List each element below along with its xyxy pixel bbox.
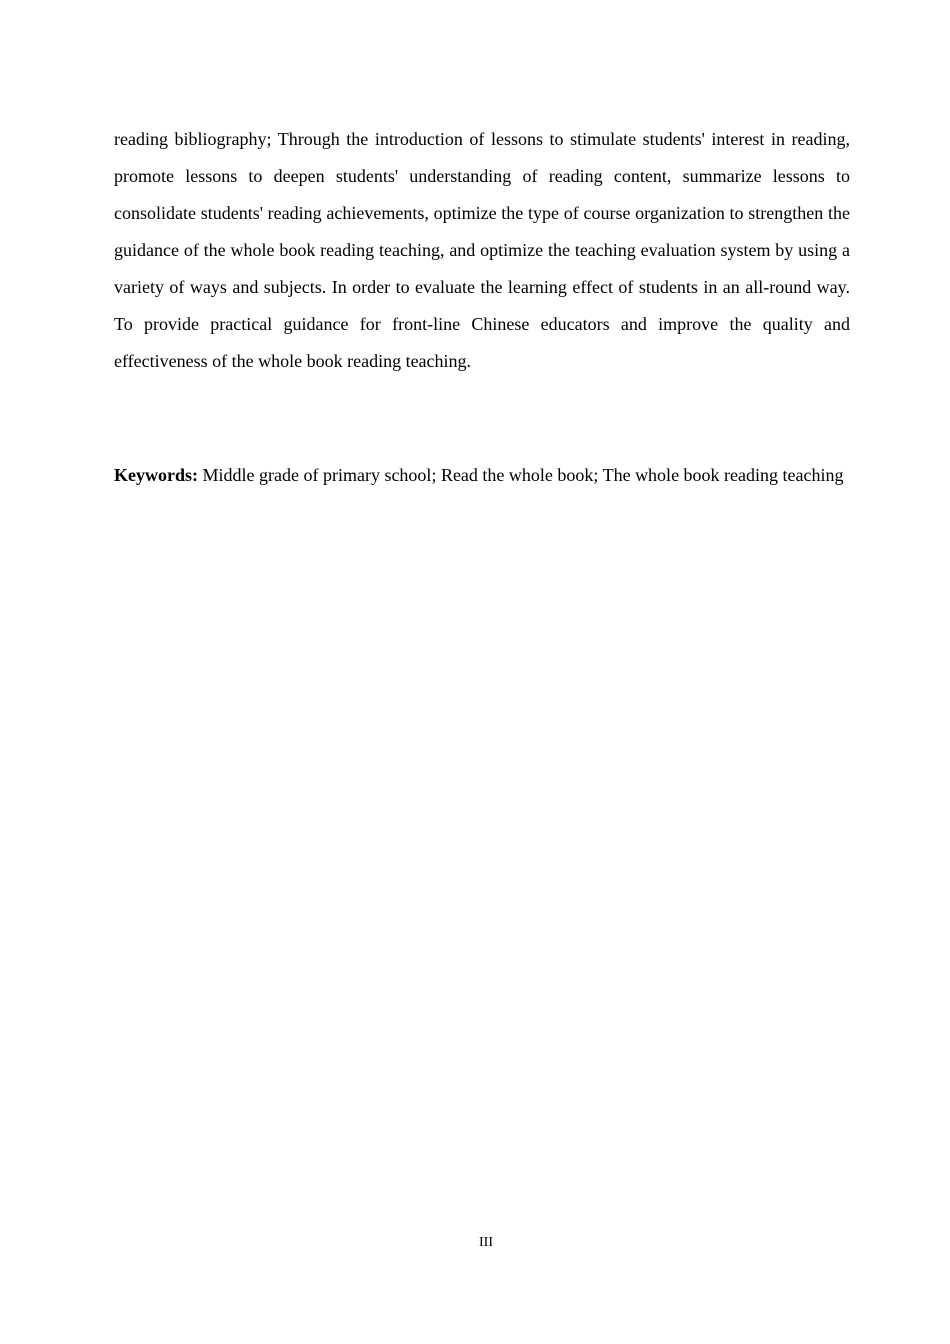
keywords-text: Middle grade of primary school; Read the whole book; The whole book reading teaching	[202, 465, 844, 485]
page-number: III	[479, 1235, 493, 1250]
keywords-line	[114, 458, 850, 493]
keywords-label: Keywords:	[114, 465, 203, 485]
abstract-paragraph: reading bibliography; Through the introduction of lessons to stimulate students' interest in reading, promote lessons to deepen students' understanding of reading content, summarize lessons to consolidate students' reading achievements, optimize the type of course organization to strengthen the guidance of the whole book reading teaching, and optimize the teaching evaluation system by using a variety of ways and subjects. In order to evaluate the learning effect of students in an all-round way. To provide practical guidance for front-line Chinese educators and improve the quality and effectiveness of the whole book reading teaching.	[114, 129, 850, 371]
